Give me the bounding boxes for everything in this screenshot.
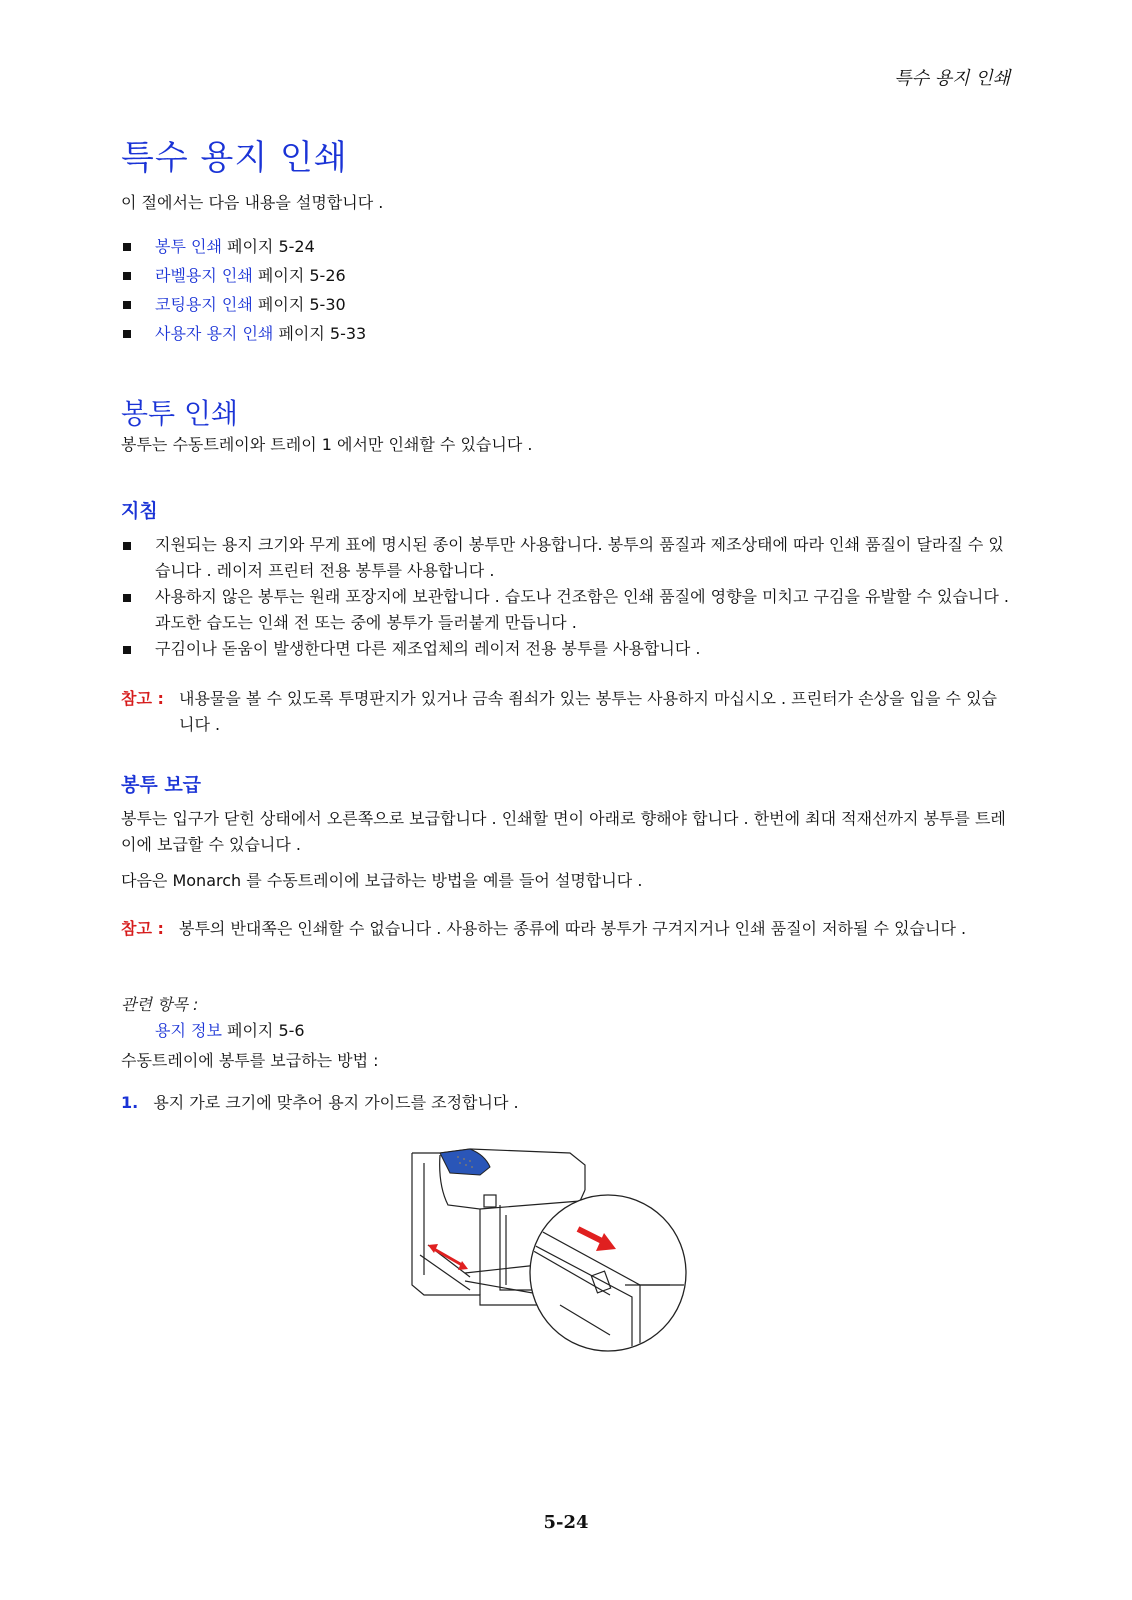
toc-page: 페이지 5-33 — [278, 324, 367, 343]
zoom-circle — [530, 1195, 686, 1351]
guidelines-heading: 지침 — [121, 500, 158, 522]
step-text: 용지 가로 크기에 맞추어 용지 가이드를 조정합니다 . — [153, 1093, 519, 1112]
guideline-text: 지원되는 용지 크기와 무게 표에 명시된 종이 봉투만 사용합니다. 봉투의 품질과 제조상태에 따라 인쇄 품질이 달라질 수 있습니다 . 레이저 프린터 전용 봉투를 사용합니다 . — [155, 535, 1004, 580]
printer-outline — [412, 1153, 540, 1305]
toc-page: 페이지 5-30 — [257, 295, 346, 314]
related-item — [155, 1018, 305, 1041]
envelope-intro: 봉투는 수동트레이와 트레이 1 에서만 인쇄할 수 있습니다 . — [121, 435, 533, 454]
bullet-icon — [123, 301, 131, 309]
related-topics-label: 관련 항목 : — [121, 995, 199, 1014]
bullet-icon — [123, 594, 131, 602]
related-page: 페이지 5-6 — [227, 1021, 305, 1040]
bullet-icon — [123, 330, 131, 338]
guideline-item — [121, 584, 1011, 636]
page-title: 특수 용지 인쇄 — [121, 138, 348, 178]
related-link[interactable]: 용지 정보 — [155, 1021, 222, 1040]
loading-heading: 봉투 보급 — [121, 774, 202, 796]
step-item — [121, 1090, 519, 1113]
section-heading-envelope: 봉투 인쇄 — [121, 397, 239, 430]
guideline-text: 구김이나 돋움이 발생한다면 다른 제조업체의 레이저 전용 봉투를 사용합니다 . — [155, 639, 701, 658]
toc-link[interactable]: 사용자 용지 인쇄 — [155, 324, 274, 343]
page-number: 5-24 — [543, 1512, 589, 1533]
guide-adjust-arrow-icon — [428, 1244, 468, 1270]
bullet-icon — [123, 646, 131, 654]
printer-control-panel — [440, 1149, 490, 1175]
note-box — [121, 686, 1011, 738]
example-text: 다음은 Monarch 를 수동트레이에 보급하는 방법을 예를 들어 설명합니다 . — [121, 871, 643, 890]
note-box — [121, 916, 1011, 942]
loading-text: 봉투는 입구가 닫힌 상태에서 오른쪽으로 보급합니다 . 인쇄할 면이 아래로 향해야 합니다 . 한번에 최대 적재선까지 봉투를 트레이에 보급할 수 있습니다 . — [121, 809, 1006, 854]
toc-page: 페이지 5-24 — [227, 237, 315, 256]
printer-illustration — [410, 1145, 700, 1355]
bullet-icon — [123, 542, 131, 550]
bullet-icon — [123, 272, 131, 280]
note-text: 내용물을 볼 수 있도록 투명판지가 있거나 금속 죔쇠가 있는 봉투는 사용하지 마십시오 . 프린터가 손상을 입을 수 있습니다 . — [179, 689, 997, 734]
toc-link[interactable]: 봉투 인쇄 — [155, 237, 222, 256]
guideline-text: 사용하지 않은 봉투는 원래 포장지에 보관합니다 . 습도나 건조함은 인쇄 품질에 영향을 미치고 구김을 유발할 수 있습니다 . 과도한 습도는 인쇄 전 또는 중에 봉투가 들러붙게 만듭니다 . — [155, 587, 1009, 632]
note-label: 참고 : — [121, 919, 164, 938]
toc-link[interactable]: 라벨용지 인쇄 — [155, 266, 253, 285]
toc-page: 페이지 5-26 — [257, 266, 346, 285]
step-number: 1. — [121, 1093, 139, 1112]
note-text: 봉투의 반대쪽은 인쇄할 수 없습니다 . 사용하는 종류에 따라 봉투가 구겨지거나 인쇄 품질이 저하될 수 있습니다 . — [179, 919, 967, 938]
intro-text: 이 절에서는 다음 내용을 설명합니다 . — [121, 193, 384, 212]
toc-link[interactable]: 코팅용지 인쇄 — [155, 295, 253, 314]
running-header: 특수 용지 인쇄 — [894, 68, 1010, 89]
guideline-item — [121, 636, 1011, 662]
bullet-icon — [123, 243, 131, 251]
method-heading: 수동트레이에 봉투를 보급하는 방법 : — [121, 1051, 379, 1070]
guideline-item — [121, 532, 1011, 584]
note-label: 참고 : — [121, 689, 164, 708]
